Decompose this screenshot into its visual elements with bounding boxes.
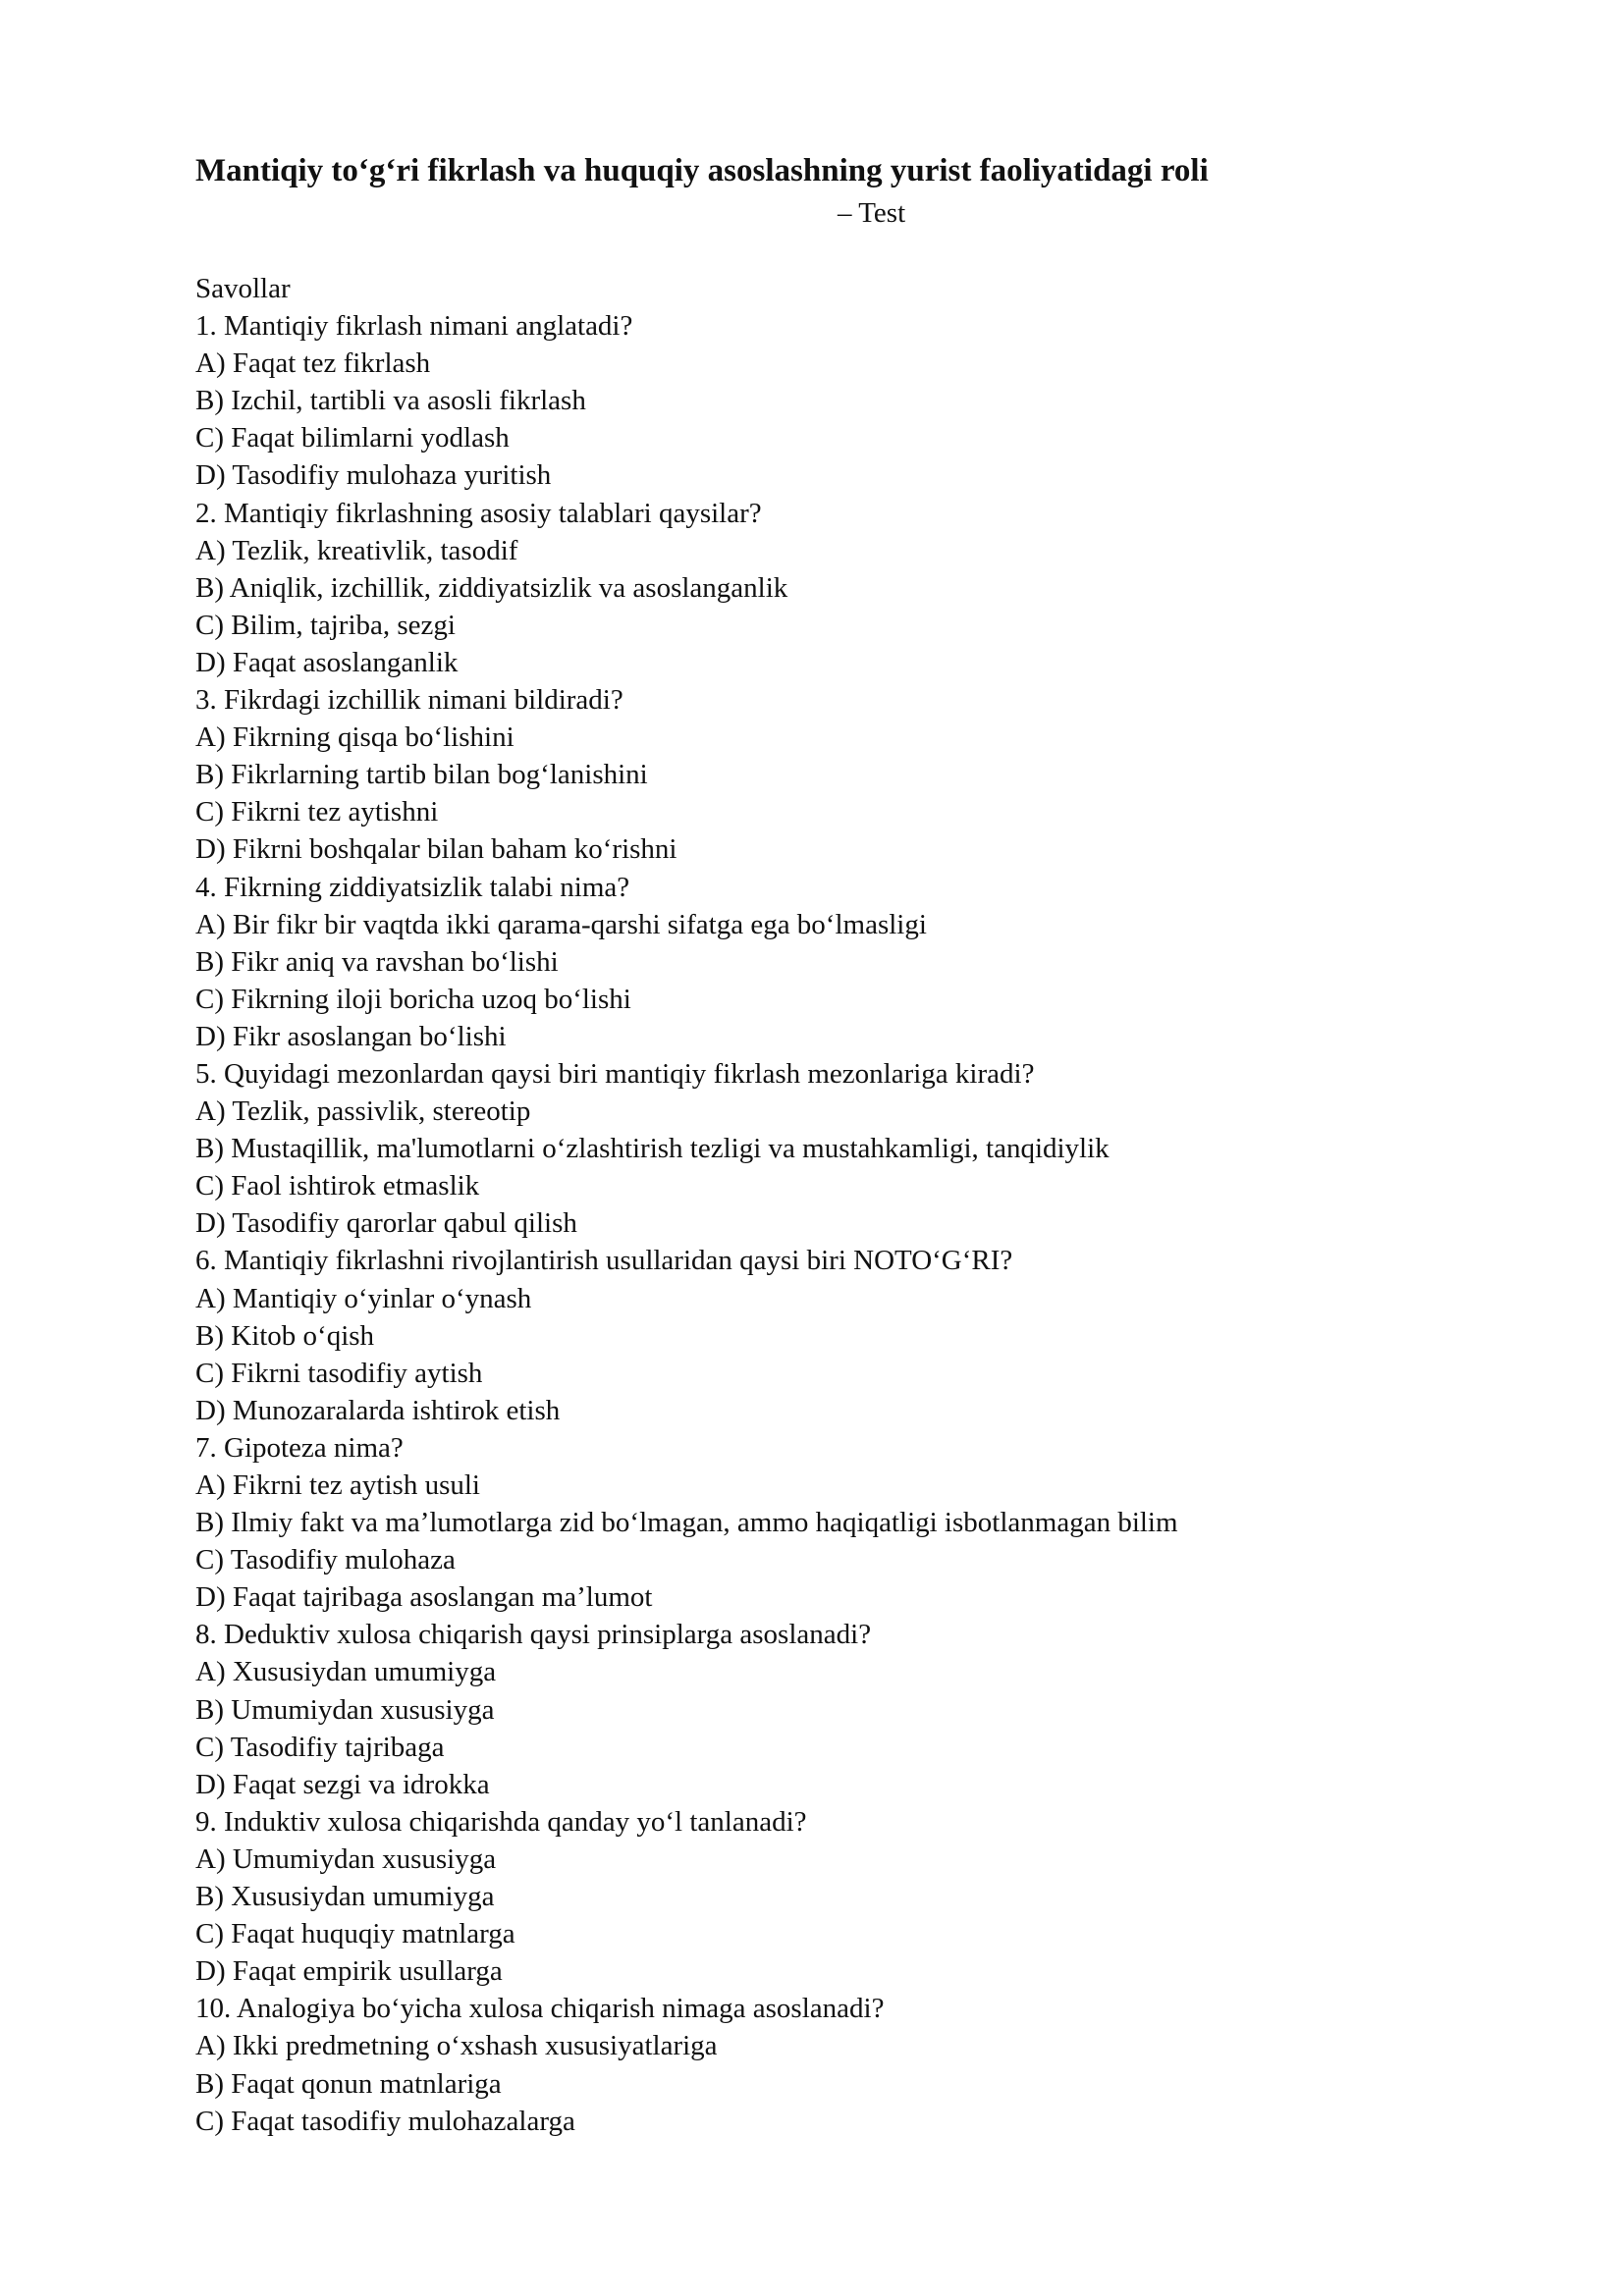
question-text: 1. Mantiqiy fikrlash nimani anglatadi?: [195, 310, 633, 343]
section-label: Savollar: [195, 273, 291, 304]
answer-option: D) Faqat sezgi va idrokka: [195, 1768, 490, 1800]
answer-option: B) Aniqlik, izchillik, ziddiyatsizlik va asoslanganlik: [195, 571, 788, 604]
answer-option: A) Umumiydan xususiyga: [195, 1842, 497, 1875]
answer-option: D) Fikr asoslangan bo‘lishi: [195, 1020, 507, 1052]
answer-option: A) Mantiqiy o‘yinlar o‘ynash: [195, 1282, 532, 1314]
question-text: 7. Gipoteza nima?: [195, 1431, 404, 1464]
answer-option: A) Bir fikr bir vaqtda ikki qarama-qarshi sifatga ega bo‘lmasligi: [195, 908, 927, 940]
document-body: [195, 270, 1178, 2140]
document-subtitle: – Test: [838, 197, 906, 229]
answer-option: C) Faol ishtirok etmaslik: [195, 1170, 480, 1202]
answer-option: B) Fikrlarning tartib bilan bog‘lanishini: [195, 759, 648, 791]
question-list: [195, 307, 1178, 2140]
answer-option: C) Fikrni tez aytishni: [195, 796, 439, 828]
answer-option: B) Xususiydan umumiyga: [195, 1881, 495, 1913]
answer-option: C) Faqat tasodifiy mulohazalarga: [195, 2105, 575, 2137]
question-text: 10. Analogiya bo‘yicha xulosa chiqarish nimaga asoslanadi?: [195, 1993, 885, 2025]
answer-option: D) Fikrni boshqalar bilan baham ko‘rishni: [195, 833, 677, 866]
answer-option: D) Faqat asoslanganlik: [195, 646, 459, 678]
document-title: Mantiqiy to‘g‘ri fikrlash va huquqiy asoslashning yurist faoliyatidagi roli: [195, 153, 1209, 188]
answer-option: C) Bilim, tajriba, sezgi: [195, 609, 456, 641]
answer-option: B) Kitob o‘qish: [195, 1319, 375, 1352]
answer-option: B) Fikr aniq va ravshan bo‘lishi: [195, 945, 559, 978]
answer-option: B) Mustaqillik, ma'lumotlarni o‘zlashtirish tezligi va mustahkamligi, tanqidiylik: [195, 1133, 1110, 1165]
question-text: 3. Fikrdagi izchillik nimani bildiradi?: [195, 684, 623, 717]
answer-option: A) Tezlik, passivlik, stereotip: [195, 1095, 531, 1128]
answer-option: B) Ilmiy fakt va ma’lumotlarga zid bo‘lmagan, ammo haqiqatligi isbotlanmagan bilim: [195, 1507, 1178, 1539]
answer-option: D) Faqat empirik usullarga: [195, 1955, 503, 1988]
answer-option: C) Fikrni tasodifiy aytish: [195, 1357, 483, 1389]
question-text: 9. Induktiv xulosa chiqarishda qanday yo‘l tanlanadi?: [195, 1805, 807, 1838]
question-text: 6. Mantiqiy fikrlashni rivojlantirish usullaridan qaysi biri NOTO‘G‘RI?: [195, 1245, 1013, 1277]
answer-option: D) Tasodifiy mulohaza yuritish: [195, 459, 552, 492]
answer-option: A) Ikki predmetning o‘xshash xususiyatlariga: [195, 2030, 718, 2062]
answer-option: B) Faqat qonun matnlariga: [195, 2067, 502, 2100]
answer-option: C) Faqat huquqiy matnlarga: [195, 1918, 515, 1950]
answer-option: C) Tasodifiy mulohaza: [195, 1544, 456, 1576]
question-text: 5. Quyidagi mezonlardan qaysi biri mantiqiy fikrlash mezonlariga kiradi?: [195, 1057, 1035, 1090]
answer-option: C) Fikrning iloji boricha uzoq bo‘lishi: [195, 983, 631, 1015]
answer-option: C) Faqat bilimlarni yodlash: [195, 422, 510, 454]
question-text: 2. Mantiqiy fikrlashning asosiy talablari qaysilar?: [195, 497, 762, 529]
answer-option: C) Tasodifiy tajribaga: [195, 1731, 445, 1763]
answer-option: A) Xususiydan umumiyga: [195, 1656, 497, 1688]
answer-option: D) Munozaralarda ishtirok etish: [195, 1394, 561, 1426]
answer-option: A) Faqat tez fikrlash: [195, 347, 431, 380]
answer-option: D) Tasodifiy qarorlar qabul qilish: [195, 1207, 577, 1240]
answer-option: B) Izchil, tartibli va asosli fikrlash: [195, 385, 586, 417]
question-text: 8. Deduktiv xulosa chiqarish qaysi prinsiplarga asoslanadi?: [195, 1619, 872, 1651]
question-text: 4. Fikrning ziddiyatsizlik talabi nima?: [195, 871, 630, 903]
answer-option: A) Tezlik, kreativlik, tasodif: [195, 534, 518, 566]
answer-option: B) Umumiydan xususiyga: [195, 1693, 495, 1726]
answer-option: D) Faqat tajribaga asoslangan ma’lumot: [195, 1581, 653, 1614]
answer-option: A) Fikrning qisqa bo‘lishini: [195, 721, 514, 754]
answer-option: A) Fikrni tez aytish usuli: [195, 1469, 480, 1501]
